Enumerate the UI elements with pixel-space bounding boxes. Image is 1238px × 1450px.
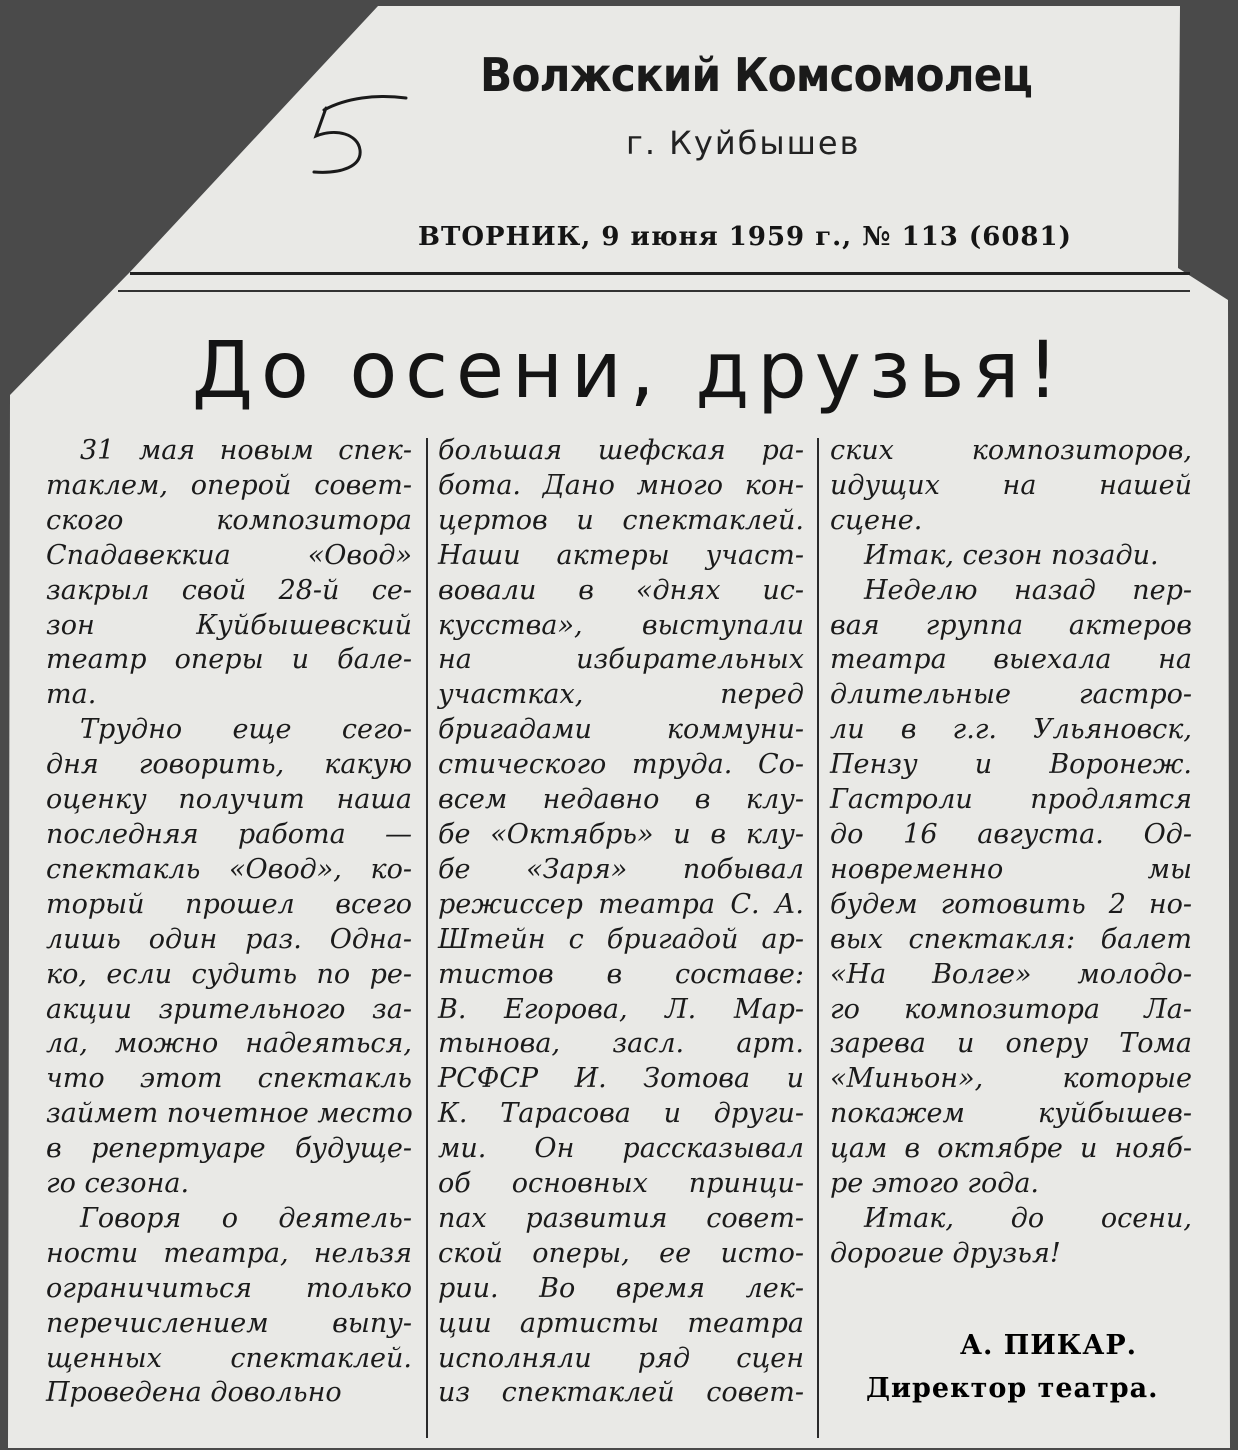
article-line: дорогие друзья! — [830, 1237, 1061, 1269]
article-line: Штейн с бригадой ар- — [438, 923, 804, 955]
article-line: Итак, до осени, — [864, 1202, 1192, 1234]
article-column-3 — [830, 434, 1192, 1272]
article-line: 31 мая новым спек- — [80, 435, 412, 466]
header-rule — [130, 272, 1190, 275]
column-divider — [817, 438, 819, 1438]
article-line: Наши актеры участ- — [438, 539, 804, 571]
article-line: бе «Заря» побывал — [438, 853, 804, 885]
article-line: большая шефская ра- — [438, 435, 804, 466]
article-column-1 — [46, 434, 412, 1411]
article-line: сцене. — [830, 504, 923, 536]
article-line: вая группа актеров — [830, 609, 1192, 641]
article-line: Спадавеккиа «Овод» — [46, 539, 412, 571]
article-line: ции артисты театра — [438, 1307, 804, 1339]
article-line: ли в г.г. Ульяновск, — [830, 714, 1192, 746]
article-line: стического труда. Со- — [438, 749, 804, 781]
article-line: кусства», выступали — [438, 609, 804, 641]
article-line: ко, если судить по ре- — [46, 958, 412, 990]
article-line: на избирательных — [438, 644, 804, 676]
article-line: РСФСР И. Зотова и — [438, 1063, 804, 1095]
article-column-2 — [438, 434, 804, 1411]
article-line: Итак, сезон позади. — [864, 539, 1159, 571]
article-line: торый прошел всего — [46, 888, 412, 920]
article-line: го композитора Ла- — [830, 993, 1192, 1025]
article-line: новременно мы — [830, 853, 1192, 885]
article-line: покажем куйбышев- — [830, 1098, 1192, 1130]
article-line: об основных принци- — [438, 1168, 804, 1200]
article-line: Неделю назад пер- — [864, 574, 1192, 606]
article-line: режиссер театра С. А. — [438, 888, 804, 920]
article-line: ми. Он рассказывал — [438, 1133, 804, 1165]
article-line: лишь один раз. Одна- — [46, 923, 412, 955]
article-line: тынова, засл. арт. — [438, 1028, 804, 1060]
article-headline: До осени, друзья! — [192, 326, 1067, 416]
article-line: щенных спектаклей. — [46, 1342, 412, 1374]
signature-title-block — [866, 1373, 1166, 1404]
dateline: ВТОРНИК, 9 июня 1959 г., № 113 (6081) — [418, 222, 1072, 252]
column-divider — [426, 438, 428, 1438]
article-line: займет почетное место — [46, 1098, 413, 1130]
article-line: Пензу и Воронеж. — [830, 749, 1192, 781]
article-line: из спектаклей совет- — [438, 1377, 804, 1409]
article-line: оценку получит наша — [46, 784, 412, 816]
article-line: зон Куйбышевский — [46, 609, 412, 641]
article-line: таклем, оперой совет- — [46, 469, 412, 501]
article-line: та. — [46, 679, 97, 711]
article-line: Гастроли продлятся — [830, 784, 1192, 816]
article-line: ских композиторов, — [830, 435, 1192, 466]
article-line: ограничиться только — [46, 1272, 412, 1304]
article-line: театра выехала на — [830, 644, 1192, 676]
article-line: ла, можно надеяться, — [46, 1028, 412, 1060]
article-line: последняя работа — — [46, 818, 412, 850]
author-title: Директор театра. — [866, 1373, 1159, 1404]
article-line: бе «Октябрь» и в клу- — [438, 818, 804, 850]
article-line: цам в октябре и нояб- — [830, 1133, 1192, 1165]
masthead: Волжский Комсомолец — [480, 48, 1032, 102]
article-line: что этот спектакль — [46, 1063, 412, 1095]
article-line: ре этого года. — [830, 1168, 1039, 1200]
article-line: В. Егорова, Л. Мар- — [438, 993, 804, 1025]
article-line: ности театра, нельзя — [46, 1237, 412, 1269]
article-line: бота. Дано много кон- — [438, 469, 804, 501]
article-line: до 16 августа. Од- — [830, 818, 1192, 850]
article-line: го сезона. — [46, 1168, 190, 1200]
article-line: К. Тарасова и други- — [438, 1098, 804, 1130]
article-line: спектакль «Овод», ко- — [46, 853, 412, 885]
article-line: ского композитора — [46, 504, 412, 536]
article-line: вовали в «днях ис- — [438, 574, 804, 606]
article-line: участках, перед — [438, 679, 804, 711]
article-line: «Миньон», которые — [830, 1063, 1192, 1095]
article-line: бригадами коммуни- — [438, 714, 804, 746]
article-line: рии. Во время лек- — [438, 1272, 804, 1304]
article-line: тистов в составе: — [438, 958, 804, 990]
handwritten-mark — [296, 88, 416, 188]
article-line: исполняли ряд сцен — [438, 1342, 804, 1374]
article-line: Говоря о деятель- — [80, 1202, 412, 1234]
article-line: «На Волге» молодо- — [830, 958, 1192, 990]
article-line: зарева и оперу Тома — [830, 1028, 1192, 1060]
article-line: Проведена довольно — [46, 1377, 342, 1409]
article-line: вых спектакля: балет — [830, 923, 1192, 955]
masthead-city: г. Куйбышев — [626, 124, 861, 162]
article-line: всем недавно в клу- — [438, 784, 804, 816]
article-line: дня говорить, какую — [46, 749, 412, 781]
article-line: цертов и спектаклей. — [438, 504, 804, 536]
article-line: пах развития совет- — [438, 1202, 804, 1234]
article-line: идущих на нашей — [830, 469, 1192, 501]
article-line: длительные гастро- — [830, 679, 1192, 711]
author-name: А. ПИКАР. — [960, 1330, 1138, 1361]
article-line: в репертуаре будуще- — [46, 1133, 412, 1165]
article-line: ской оперы, ее исто- — [438, 1237, 804, 1269]
article-line: перечислением выпу- — [46, 1307, 412, 1339]
signature-block — [960, 1330, 1180, 1361]
header-rule-secondary — [118, 290, 1190, 292]
article-line: закрыл свой 28-й се- — [46, 574, 412, 606]
article-line: будем готовить 2 но- — [830, 888, 1192, 920]
article-line: театр оперы и бале- — [46, 644, 412, 676]
article-line: акции зрительного за- — [46, 993, 412, 1025]
article-line: Трудно еще сего- — [80, 714, 412, 746]
